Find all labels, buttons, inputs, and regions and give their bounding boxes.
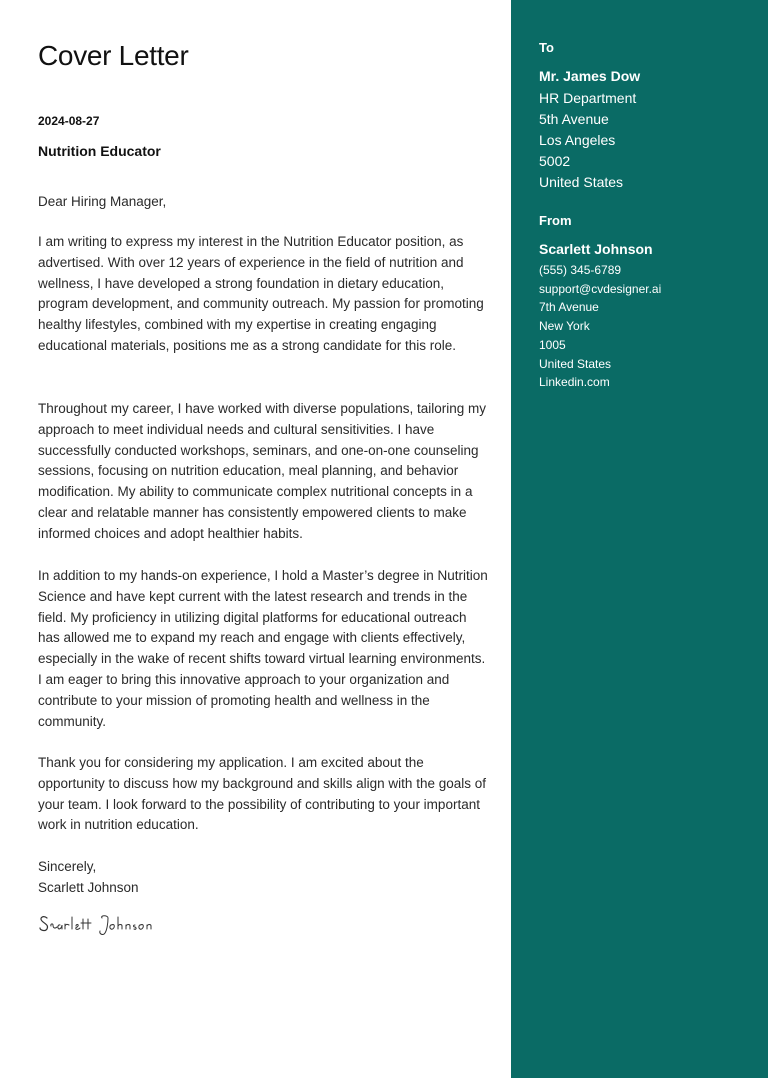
letter-date: 2024-08-27 (38, 114, 100, 128)
body-paragraph-1: I am writing to express my interest in the Nutrition Educator position, as advertised. With over 12 years of experience in the field of nutrition and wellness, I have developed a strong foundation in dietary education, program development, and community outreach. My passion for promoting healthy lifestyles, combined with my expertise in creating engaging educational materials, positions me as a strong candidate for this role. (38, 234, 484, 353)
recipient-street: 5th Avenue (539, 111, 609, 127)
contact-sidebar (511, 0, 768, 1078)
sender-name: Scarlett Johnson (539, 241, 653, 257)
sender-phone: (555) 345-6789 (539, 263, 622, 277)
recipient-name: Mr. James Dow (539, 68, 641, 84)
sender-country: United States (539, 356, 612, 371)
body-paragraph-2: Throughout my career, I have worked with diverse populations, tailoring my approach to meet individual needs and cultural sensitivities. I have successfully conducted workshops, seminars, and one-on-one counseling sessions, focusing on nutrition education, meal planning, and behavior modification. My ability to communicate complex nutritional concepts in a clear and relatable manner has consistently empowered clients to make informed choices and adopt healthier habits. (38, 401, 486, 541)
sender-city: New York (539, 319, 590, 334)
recipient-postal-code: 5002 (539, 153, 571, 169)
page-title: Cover Letter (38, 40, 189, 71)
sender-email: support@cvdesigner.ai (539, 281, 662, 296)
sender-contact (539, 261, 661, 392)
closing-name: Scarlett Johnson (38, 879, 139, 895)
position-title: Nutrition Educator (38, 143, 161, 159)
body-paragraph-4: Thank you for considering my application. I am excited about the opportunity to discuss how my background and skills align with the goals of your team. I look forward to the possibility of contributing to your important work in nutrition education. (38, 755, 486, 833)
closing-block (38, 857, 490, 899)
sender-street: 7th Avenue (539, 300, 599, 315)
recipient-heading: To (539, 40, 554, 55)
salutation: Dear Hiring Manager, (38, 194, 167, 209)
closing-phrase: Sincerely, (38, 859, 97, 874)
recipient-city: Los Angeles (539, 132, 616, 148)
handwritten-signature (38, 908, 168, 943)
sender-heading: From (539, 213, 572, 228)
recipient-department: HR Department (539, 90, 637, 106)
signature-image (38, 908, 168, 938)
recipient-country: United States (539, 174, 624, 190)
sender-linkedin: Linkedin.com (539, 375, 610, 390)
sender-postal-code: 1005 (539, 337, 566, 352)
body-paragraph-3: In addition to my hands-on experience, I hold a Master’s degree in Nutrition Science and have kept current with the latest research and trends in the field. My proficiency in utilizing digital platforms for educational outreach has allowed me to expand my reach and engage with clients effectively, especially in the wake of recent shifts toward virtual learning environments. I am eager to bring this innovative approach to your organization and contribute to your mission of promoting health and wellness in the community. (38, 568, 488, 729)
recipient-address (539, 88, 636, 193)
